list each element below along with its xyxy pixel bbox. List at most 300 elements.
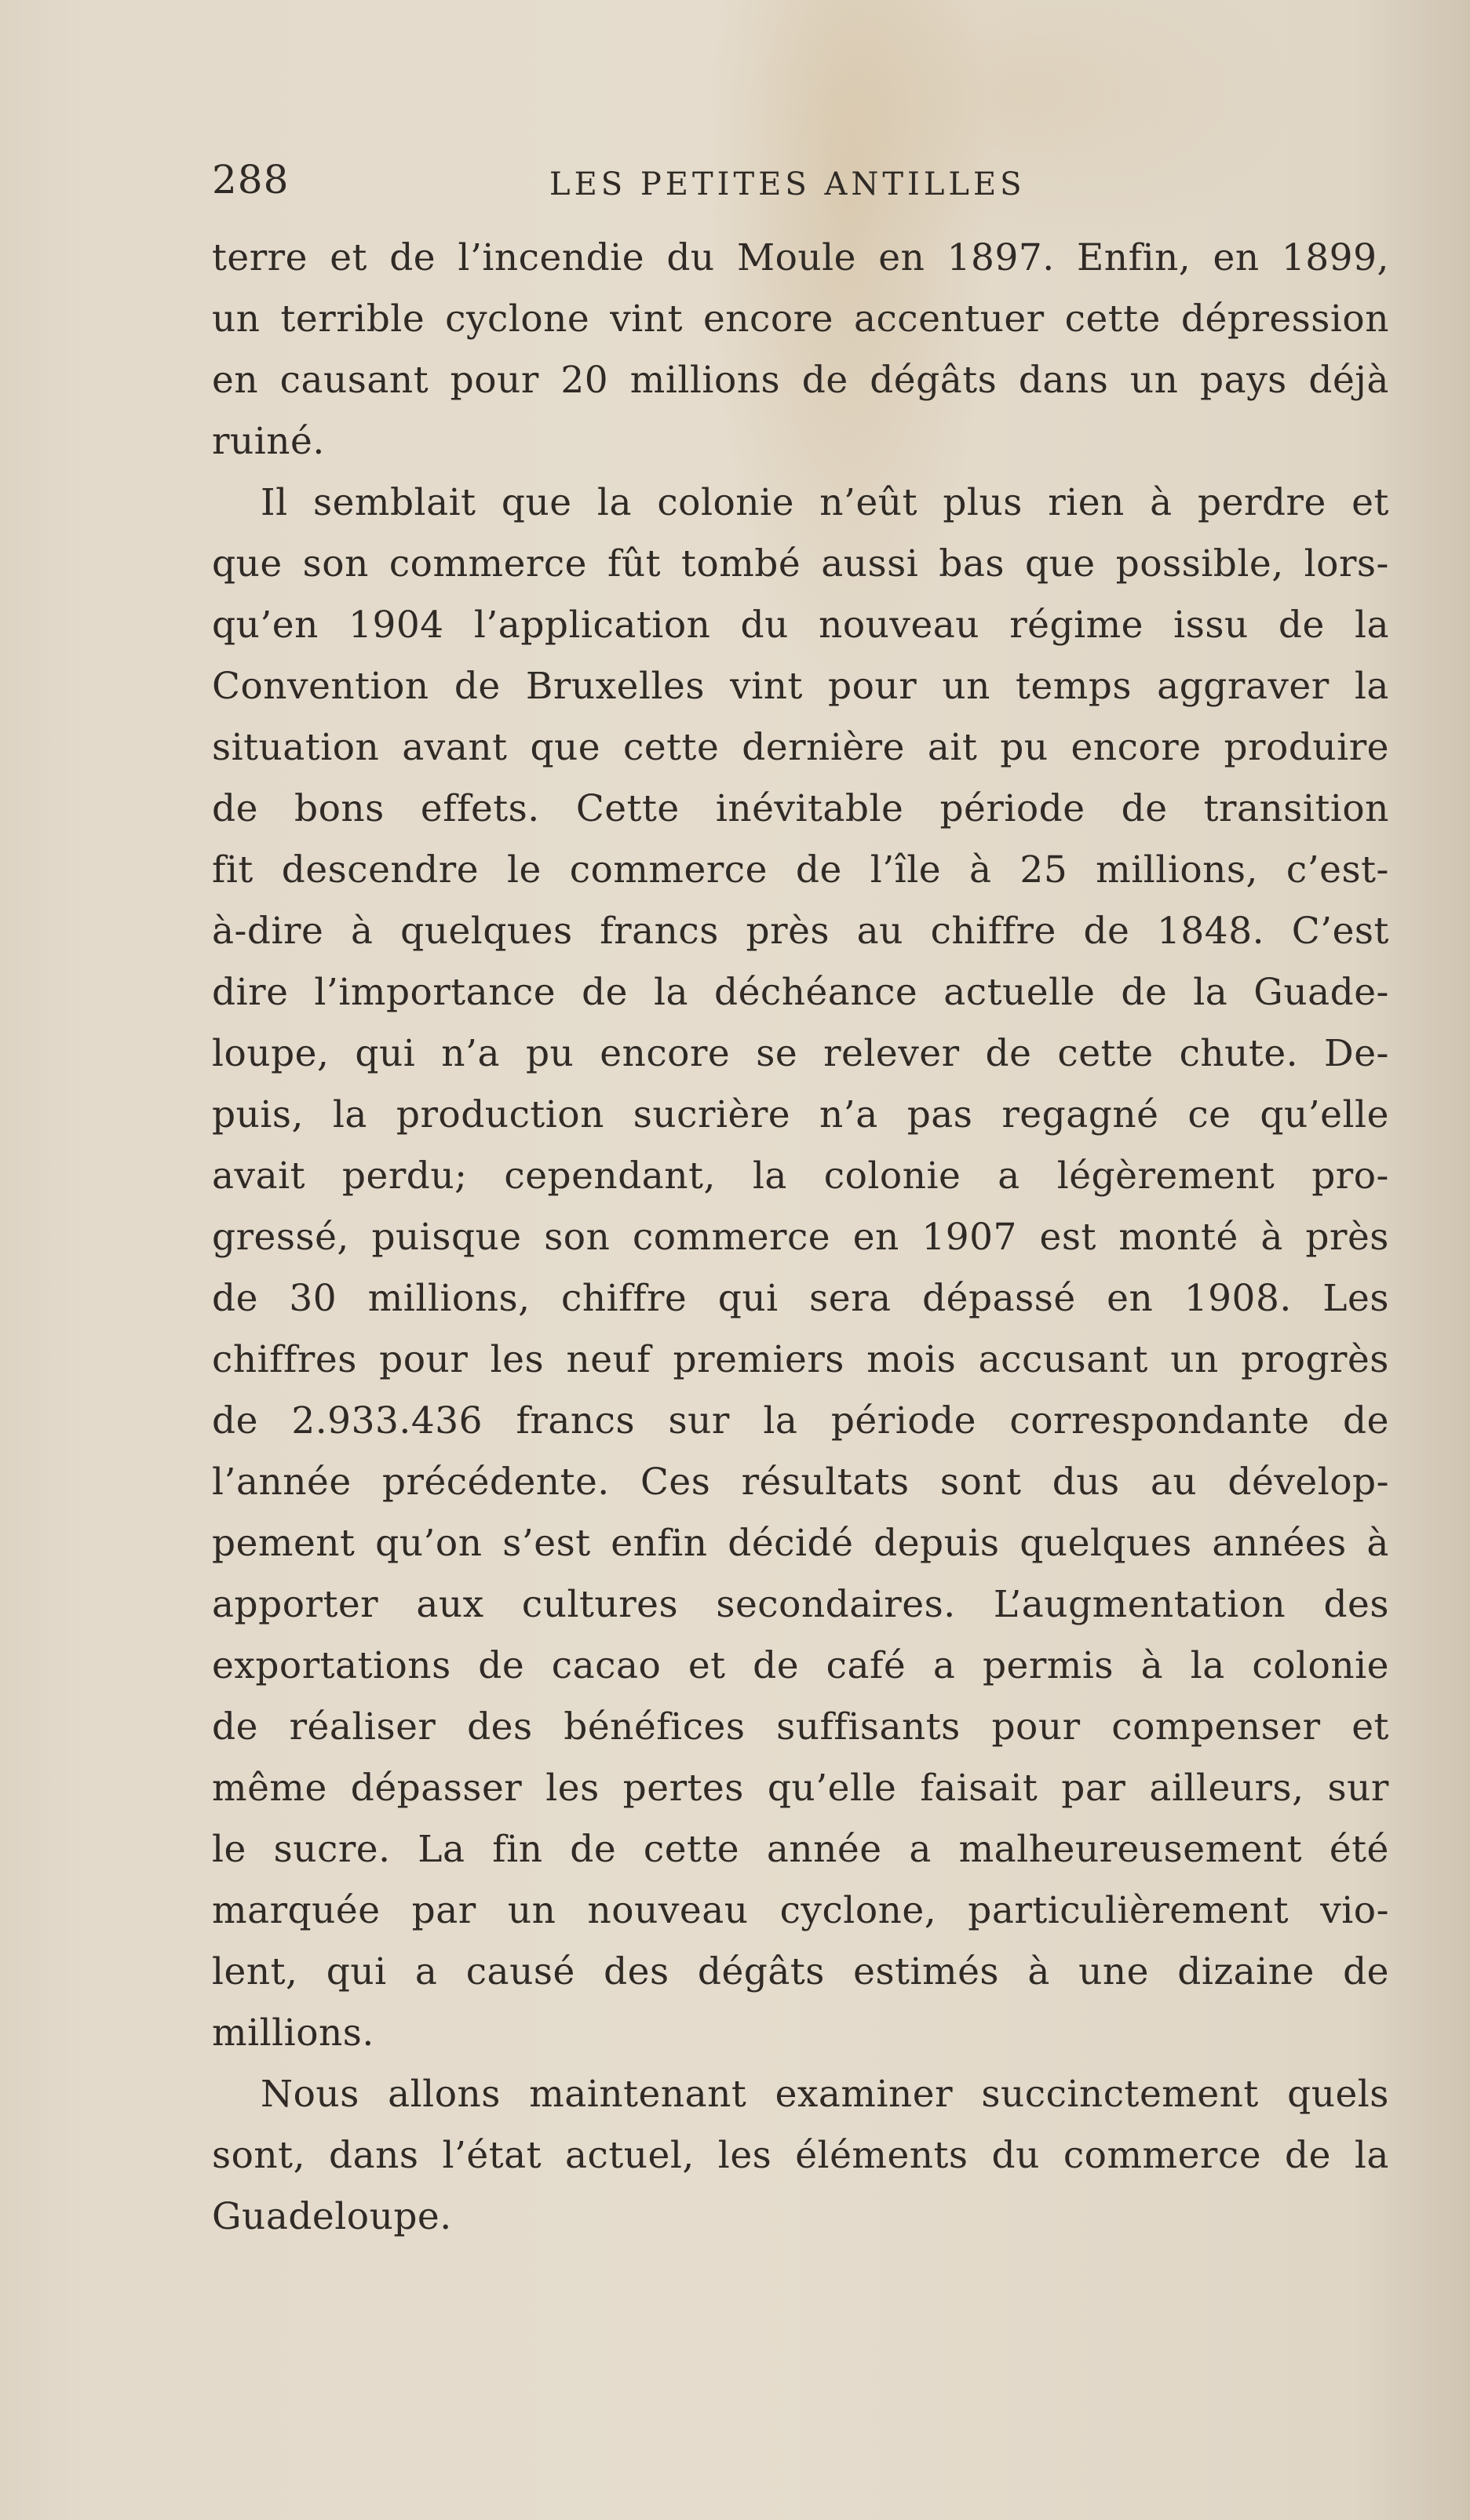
word: de [795,848,842,892]
word: chiffres [212,1338,357,1381]
word: la [1354,2134,1389,2177]
text-line [212,595,1389,656]
word: vint [730,665,803,708]
word: Nous [261,2073,359,2116]
word: les [490,1338,545,1381]
body-text [212,228,1389,2248]
word: pays [1200,359,1287,402]
word: dire [212,971,289,1014]
word: Guadeloupe. [212,2195,452,2238]
word: de [212,1705,258,1749]
word: pement [212,1522,356,1565]
word: en [1213,236,1260,279]
word: en [852,1216,899,1259]
word: a [932,1644,956,1687]
word: quelques [400,910,573,953]
text-line [212,1942,1389,2003]
text-line [212,1513,1389,1574]
word: Moule [736,236,856,279]
word: encore [1071,726,1202,769]
word: a [909,1828,932,1871]
word: regagné [1001,1093,1159,1136]
word: causant [279,359,429,402]
text-line [212,1452,1389,1513]
word: produire [1224,726,1389,769]
word: en [212,359,259,402]
word: de [212,787,258,830]
word: de [801,359,848,402]
word: 1904 [348,604,444,647]
text-line [212,2125,1389,2186]
word: que [530,726,601,769]
word: de [454,665,501,708]
word: les [545,1767,600,1810]
word: allons [388,2073,501,2116]
word: puis, [212,1093,304,1136]
word: pu [1000,726,1049,769]
word: cyclone [445,297,590,341]
word: 20 [560,359,609,402]
word: la [1354,604,1389,647]
word: cependant, [504,1154,716,1198]
word: cette [1057,1032,1154,1075]
word: colonie [657,481,794,524]
word: 2.933.436 [291,1399,483,1442]
word: une [1078,1950,1149,1993]
word: à-dire [212,910,324,953]
word: fin [492,1828,543,1871]
word: loupe, [212,1032,330,1075]
word: a [414,1950,438,1993]
word: qui [717,1277,779,1320]
word: aux [416,1583,484,1626]
text-line [212,717,1389,779]
word: l’application [473,604,711,647]
word: au [1150,1461,1198,1504]
text-line [212,779,1389,840]
word: dégâts [697,1950,825,1993]
word: résultats [741,1461,910,1504]
word: années [1212,1522,1347,1565]
word: accusant [978,1338,1148,1381]
word: son [302,542,369,585]
word: n’eût [819,481,917,524]
word: avant [402,726,508,769]
word: terre [212,236,308,279]
word: enfin [611,1522,708,1565]
word: de [478,1644,525,1687]
word: perdre [1198,481,1326,524]
word: a [998,1154,1020,1198]
word: colonie [1252,1644,1389,1687]
text-line [212,1758,1389,1819]
word: sont, [212,2134,306,2177]
word: semblait [312,481,476,524]
word: c’est- [1286,848,1389,892]
word: la [763,1399,798,1442]
word: année [766,1828,882,1871]
word: correspondante [1009,1399,1310,1442]
word: nouveau [819,604,980,647]
text-line [212,1268,1389,1329]
word: précédente. [381,1461,610,1504]
word: nouveau [587,1889,749,1932]
word: commerce [632,1216,831,1259]
word: n’a [819,1093,878,1136]
word: la [596,481,632,524]
word: dizaine [1177,1950,1315,1993]
word: pour [379,1338,469,1381]
word: s’est [502,1522,591,1565]
word: et [688,1644,726,1687]
word: sera [809,1277,892,1320]
word: un [507,1889,556,1932]
word: bénéfices [564,1705,746,1749]
word: de [389,236,436,279]
text-line [212,1880,1389,1942]
text-line [212,1819,1389,1880]
word: lent, [212,1950,298,1993]
word: Ces [640,1461,711,1504]
word: gressé, [212,1216,349,1259]
word: faisait [920,1767,1038,1810]
word: l’état [442,2134,542,2177]
word: en [1107,1277,1154,1320]
word: éléments [795,2134,968,2177]
word: C’est [1291,910,1389,953]
word: à [1140,1644,1164,1687]
text-line [212,472,1389,534]
word: francs [600,910,719,953]
text-line [212,962,1389,1023]
word: issu [1173,604,1249,647]
word: plus [943,481,1023,524]
word: sucre. [273,1828,391,1871]
word: sur [668,1399,730,1442]
word: la [1190,1644,1225,1687]
word: du [740,604,789,647]
word: la [1354,665,1389,708]
word: qui [326,1950,387,1993]
word: dus [1052,1461,1120,1504]
word: secondaires. [716,1583,956,1626]
word: 1907 [921,1216,1017,1259]
word: millions, [1096,848,1258,892]
word: actuelle [943,971,1096,1014]
running-title: LES PETITES ANTILLES [549,166,1026,202]
word: un [212,297,261,341]
word: régime [1009,604,1144,647]
word: n’a [441,1032,500,1075]
word: ailleurs, [1149,1767,1304,1810]
word: bons [294,787,385,830]
word: estimés [853,1950,1000,1993]
word: temps [1016,665,1133,708]
word: dans [328,2134,419,2177]
text-line [212,534,1389,595]
text-line [212,901,1389,962]
word: accentuer [853,297,1045,341]
word: qu’en [212,604,319,647]
word: de [582,971,628,1014]
word: succinctement [981,2073,1259,2116]
word: Cette [575,787,680,830]
word: près [1305,1216,1389,1259]
word: de [1343,1950,1389,1993]
text-line [212,1207,1389,1268]
word: 1848. [1156,910,1265,953]
word: que [212,542,283,585]
word: la [1193,971,1228,1014]
word: quels [1287,2073,1389,2116]
word: commerce [569,848,768,892]
word: De- [1324,1032,1389,1075]
word: cette [1064,297,1161,341]
word: la [752,1154,787,1198]
word: dépasser [350,1767,523,1810]
word: du [991,2134,1040,2177]
word: et [1351,1705,1389,1749]
word: compenser [1111,1705,1321,1749]
text-line [212,656,1389,717]
word: causé [465,1950,575,1993]
word: dévelop- [1227,1461,1389,1504]
word: pour [991,1705,1081,1749]
word: inévitable [715,787,904,830]
word: pertes [622,1767,744,1810]
word: un [1129,359,1179,402]
word: encore [600,1032,731,1075]
word: et [330,236,367,279]
word: La [418,1828,465,1871]
word: des [467,1705,533,1749]
word: exportations [212,1644,451,1687]
word: dépassé [922,1277,1076,1320]
text-line [212,350,1389,411]
word: vio- [1320,1889,1389,1932]
word: l’année [212,1461,352,1504]
word: depuis [874,1522,1000,1565]
word: vint [610,297,683,341]
word: possible, [1115,542,1284,585]
word: premiers [673,1338,844,1381]
word: qui [355,1032,416,1075]
word: par [1061,1767,1126,1810]
word: monté [1118,1216,1238,1259]
word: période [830,1399,976,1442]
word: permis [982,1644,1114,1687]
word: tombé [681,542,801,585]
word: déchéance [714,971,918,1014]
text-line [212,1391,1389,1452]
word: apporter [212,1583,379,1626]
word: de [212,1277,258,1320]
word: décidé [728,1522,854,1565]
word: millions, [367,1277,531,1320]
word: bas [939,542,1005,585]
word: sur [1327,1767,1389,1810]
word: Les [1322,1277,1389,1320]
word: sucrière [633,1093,791,1136]
word: Il [261,481,288,524]
word: Convention [212,665,429,708]
word: l’île [870,848,942,892]
word: effets. [420,787,540,830]
word: cultures [521,1583,679,1626]
text-line [212,2003,1389,2064]
word: des [604,1950,669,1993]
text-line [212,228,1389,289]
word: pro- [1311,1154,1389,1198]
word: ruiné. [212,420,325,463]
word: situation [212,726,380,769]
word: millions. [212,2011,374,2055]
word: se [756,1032,798,1075]
word: de [753,1644,800,1687]
word: relever [823,1032,960,1075]
text-line [212,289,1389,350]
word: le [506,848,542,892]
word: l’importance [314,971,556,1014]
word: cacao [551,1644,662,1687]
word: de [1278,604,1325,647]
word: avait [212,1154,306,1198]
page-header [212,157,1389,212]
word: de [1343,1399,1389,1442]
word: actuel, [565,2134,695,2177]
word: marquée [212,1889,381,1932]
word: fût [607,542,662,585]
word: du [666,236,715,279]
text-line [212,1574,1389,1636]
word: chiffre [561,1277,688,1320]
word: cette [623,726,720,769]
word: légèrement [1056,1154,1275,1198]
word: des [1323,1583,1389,1626]
word: malheureusement [958,1828,1303,1871]
word: colonie [823,1154,961,1198]
text-line [212,1146,1389,1207]
word: transition [1203,787,1389,830]
word: progrès [1241,1338,1389,1381]
word: à [1150,481,1173,524]
word: maintenant [529,2073,747,2116]
text-line [212,2186,1389,2248]
word: même [212,1767,327,1810]
text-line [212,1329,1389,1391]
word: près [746,910,830,953]
word: ait [927,726,978,769]
word: et [1351,481,1389,524]
text-line [212,2064,1389,2125]
page-number: 288 [212,157,290,202]
word: dernière [742,726,905,769]
word: aggraver [1157,665,1330,708]
word: de [1083,910,1130,953]
word: que [1024,542,1096,585]
word: Bruxelles [525,665,705,708]
word: la [332,1093,367,1136]
word: aussi [821,542,919,585]
word: à [350,910,374,953]
text-line [212,1636,1389,1697]
word: réaliser [289,1705,436,1749]
word: dans [1018,359,1109,402]
word: Guade- [1253,971,1389,1014]
word: perdu; [341,1154,468,1198]
word: L’augmentation [993,1583,1286,1626]
word: dégâts [870,359,998,402]
text-line [212,1697,1389,1758]
word: millions [629,359,781,402]
word: de [985,1032,1032,1075]
word: commerce [1063,2134,1262,2177]
word: lors- [1304,542,1389,585]
word: en [878,236,925,279]
word: rien [1048,481,1125,524]
word: 1897. [947,236,1055,279]
word: la [653,971,689,1014]
word: de [1285,2134,1331,2177]
word: quelques [1020,1522,1192,1565]
word: qu’on [375,1522,483,1565]
word: son [544,1216,611,1259]
word: 1899, [1281,236,1389,279]
word: que [501,481,572,524]
word: cette [643,1828,740,1871]
word: encore [702,297,833,341]
word: de [570,1828,617,1871]
word: qu’elle [1260,1093,1389,1136]
word: chute. [1179,1032,1299,1075]
word: pu [525,1032,575,1075]
word: à [1260,1216,1283,1259]
word: 30 [289,1277,337,1320]
word: un [942,665,990,708]
word: le [212,1828,246,1871]
word: est [1039,1216,1096,1259]
word: descendre [281,848,480,892]
text-line [212,1023,1389,1085]
word: les [717,2134,772,2177]
word: café [826,1644,906,1687]
word: 1908. [1184,1277,1292,1320]
word: pour [828,665,917,708]
text-line [212,840,1389,901]
word: fit [212,848,254,892]
word: à [1366,1522,1389,1565]
word: de [212,1399,258,1442]
word: dépression [1180,297,1389,341]
word: cyclone, [779,1889,937,1932]
word: de [1121,787,1168,830]
word: un [1170,1338,1219,1381]
text-line [212,411,1389,472]
word: au [856,910,903,953]
word: l’incendie [458,236,645,279]
word: de [1121,971,1168,1014]
word: suffisants [776,1705,961,1749]
text-line [212,1085,1389,1146]
word: ce [1187,1093,1231,1136]
word: sont [939,1461,1022,1504]
word: à [1027,1950,1050,1993]
word: production [396,1093,604,1136]
word: Enfin, [1077,236,1191,279]
word: 25 [1020,848,1068,892]
word: particulièrement [968,1889,1289,1932]
word: été [1329,1828,1389,1871]
